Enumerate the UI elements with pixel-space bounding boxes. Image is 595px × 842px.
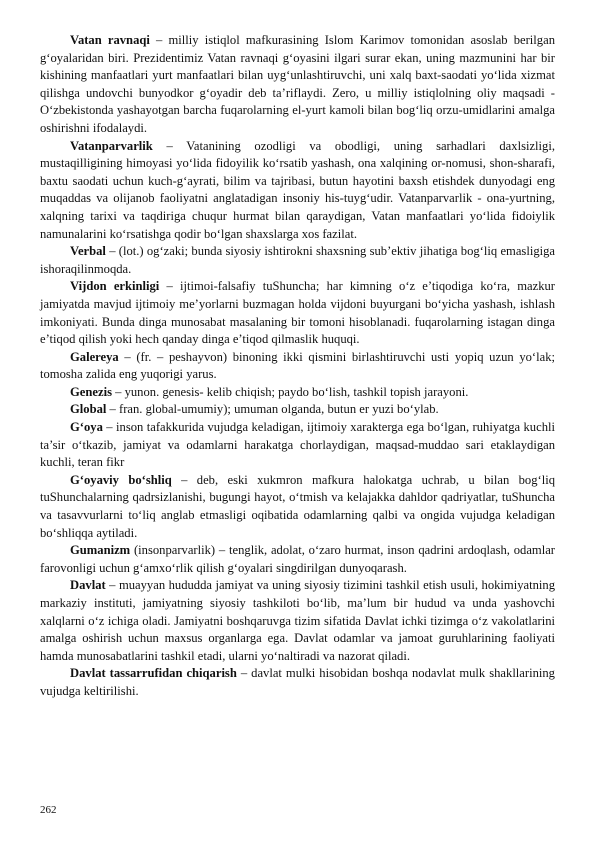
entry-text: – davlat mulki hisobidan boshqa nodavlat mulk shakllarining vujudga keltirilishi. [40, 666, 555, 698]
entry-text: – muayyan hududda jamiyat va uning siyosiy tizimini tashkil etish usuli, hokimiyatning markaziy instituti, jamiyatning siyosiy tashkiloti bo‘lib, ma’lum bir hudud va unda yashovchi xalqlarni o‘z ichiga oladi. Jamiyatni boshqaruvga tizim sifatida Davlat ichki tizimga o‘z vakolatlarini amalga oshirish uchun maxsus organlarga ega. Davlat odamlar va jamoat guruhlarining faoliyati hamda munosabatlarini tashkil etadi, ularni yo‘naltiradi va nazorat qiladi. [40, 578, 555, 663]
entry-term: Gumanizm [70, 543, 131, 558]
entry-text: – milliy istiqlol mafkurasining Islom Karimov tomonidan asoslab berilgan g‘oyalaridan biri. Prezidentimiz Vatan ravnaqi g‘oyasini ilgari surar ekan, uning mazmunini har bir kishining manfaatlari yurt manfaatlari bilan uyg‘unlashtiruvchi, uni xalq baxt-saodati yo‘lida xizmat qilishga undovchi bunyodkor g‘oyadir deb ta’riflaydi. Zero, u milliy istiqlolning oliy maqsadi - O‘zbekistonda yashayotgan barcha fuqarolarning el-yurt kamoli bilan bog‘liq orzu-umidlarini amalga oshirishni ifodalaydi. [40, 33, 555, 135]
entry-text: – (lot.) og‘zaki; bunda siyosiy ishtirokni shaxsning sub’ektiv jihatiga bog‘liq emasligiga ishoraqilinmoqda. [40, 244, 555, 276]
entry-text: – (fr. – peshayvon) binoning ikki qismini birlashtiruvchi usti yopiq uzun yo‘lak; tomosha zalida eng yuqorigi yarus. [40, 349, 555, 382]
entry-term: G‘oya [70, 420, 103, 435]
glossary-entry-gumanizm [40, 542, 555, 577]
entry-term: Vatan ravnaqi [70, 33, 150, 47]
entry-text: – deb, eski xukmron mafkura halokatga uchrab, u bilan bog‘liq tuShunchalarning qadrsizlanishi, bugungi hayot, o‘tmish va kelajakka dahldor qadriyatlar, tuShuncha va tasavvurlarni to‘liq anglab etmasligi oqibatida odamlarning qalbi va ongida vujudga keladigan bo‘shliqqa aytiladi. [40, 472, 555, 540]
glossary-entry-galereya [40, 349, 555, 384]
glossary-entry-global [40, 401, 555, 419]
glossary-entry-davlat [40, 577, 555, 665]
glossary-entry-goyaviy-boshliq [40, 472, 555, 542]
entry-term: G‘oyaviy bo‘shliq [70, 472, 172, 487]
glossary-entry-verbal [40, 243, 555, 278]
entry-term: Galereya [70, 349, 119, 364]
entry-text: – inson tafakkurida vujudga keladigan, ijtimoiy xarakterga ega bo‘lgan, ruhiyatga kuchli ta’sir o‘tkazib, jamiyat va odamlarni harakatga chorlaydigan, maqsad-muddao sari etaklaydigan kuchli, teran fikr [40, 420, 555, 470]
entry-term: Genezis [70, 384, 112, 399]
entry-term: Davlat [70, 578, 106, 593]
glossary-page [40, 32, 555, 701]
glossary-entry-vatanparvarlik [40, 138, 555, 244]
glossary-entry-goya [40, 419, 555, 472]
entry-term: Global [70, 402, 107, 417]
entry-term: Verbal [70, 244, 106, 259]
entry-term: Vatanparvarlik [70, 138, 153, 153]
entry-text: – Vatanining ozodligi va obodligi, uning sarhadlari daxlsizligi, mustaqilligining himoyasi yo‘lida fidoyilik ko‘rsatib yashash, ona xalqining or-nomusi, shon-sharafi, baxtu saodati uchun kuch-g‘ayrati, bilim va tajribasi, butun hayotini baxsh etishdek dunyodagi eng muqaddas va olijanob faoliyatni anglatadigan insoniy his-tuyg‘udir. Vatanparvarlik - ona-yurtning, xalqning tarixi va taqdiriga chuqur hurmat bilan qaraydigan, Vatan manfaatlari yo‘lida fidoiylik namunalarini ko‘rsatishga qodir bo‘lgan shaxslarga xos fazilat. [40, 138, 555, 241]
entry-text: (insonparvarlik) – tenglik, adolat, o‘zaro hurmat, inson qadrini ardoqlash, odamlar farovonligi uchun g‘amxo‘rlik qilish g‘oyalari singdirilgan dunyoqarash. [40, 543, 555, 575]
entry-text: – fran. global-umumiy); umuman olganda, butun er yuzi bo‘ylab. [106, 402, 439, 417]
glossary-entry-vatan-ravnaqi [40, 32, 555, 138]
entry-text: – yunon. genesis- kelib chiqish; paydo bo‘lish, tashkil topish jarayoni. [111, 384, 469, 399]
glossary-entry-genezis [40, 384, 555, 402]
entry-term: Davlat tassarrufidan chiqarish [70, 666, 237, 681]
glossary-entry-vijdon-erkinligi [40, 278, 555, 348]
entry-term: Vijdon erkinligi [70, 279, 160, 294]
page-number: 262 [40, 804, 57, 816]
glossary-entry-davlat-tassarrufidan-chiqarish [40, 665, 555, 700]
entry-text: – ijtimoi-falsafiy tuShuncha; har kimning o‘z e’tiqodiga ko‘ra, mazkur jamiyatda mavjud ijtimoiy me’yorlarni buzmagan holda vijdoni buyurgani bo‘yicha yashash, ishlash imkoniyati. Bunda dinga munosabat masalaning bir tomoni hisoblanadi. fuqarolarning istagan dinga e’tiqod qilish yoki hech qanday dinga e’tiqod qilmaslik huquqi. [40, 279, 556, 347]
